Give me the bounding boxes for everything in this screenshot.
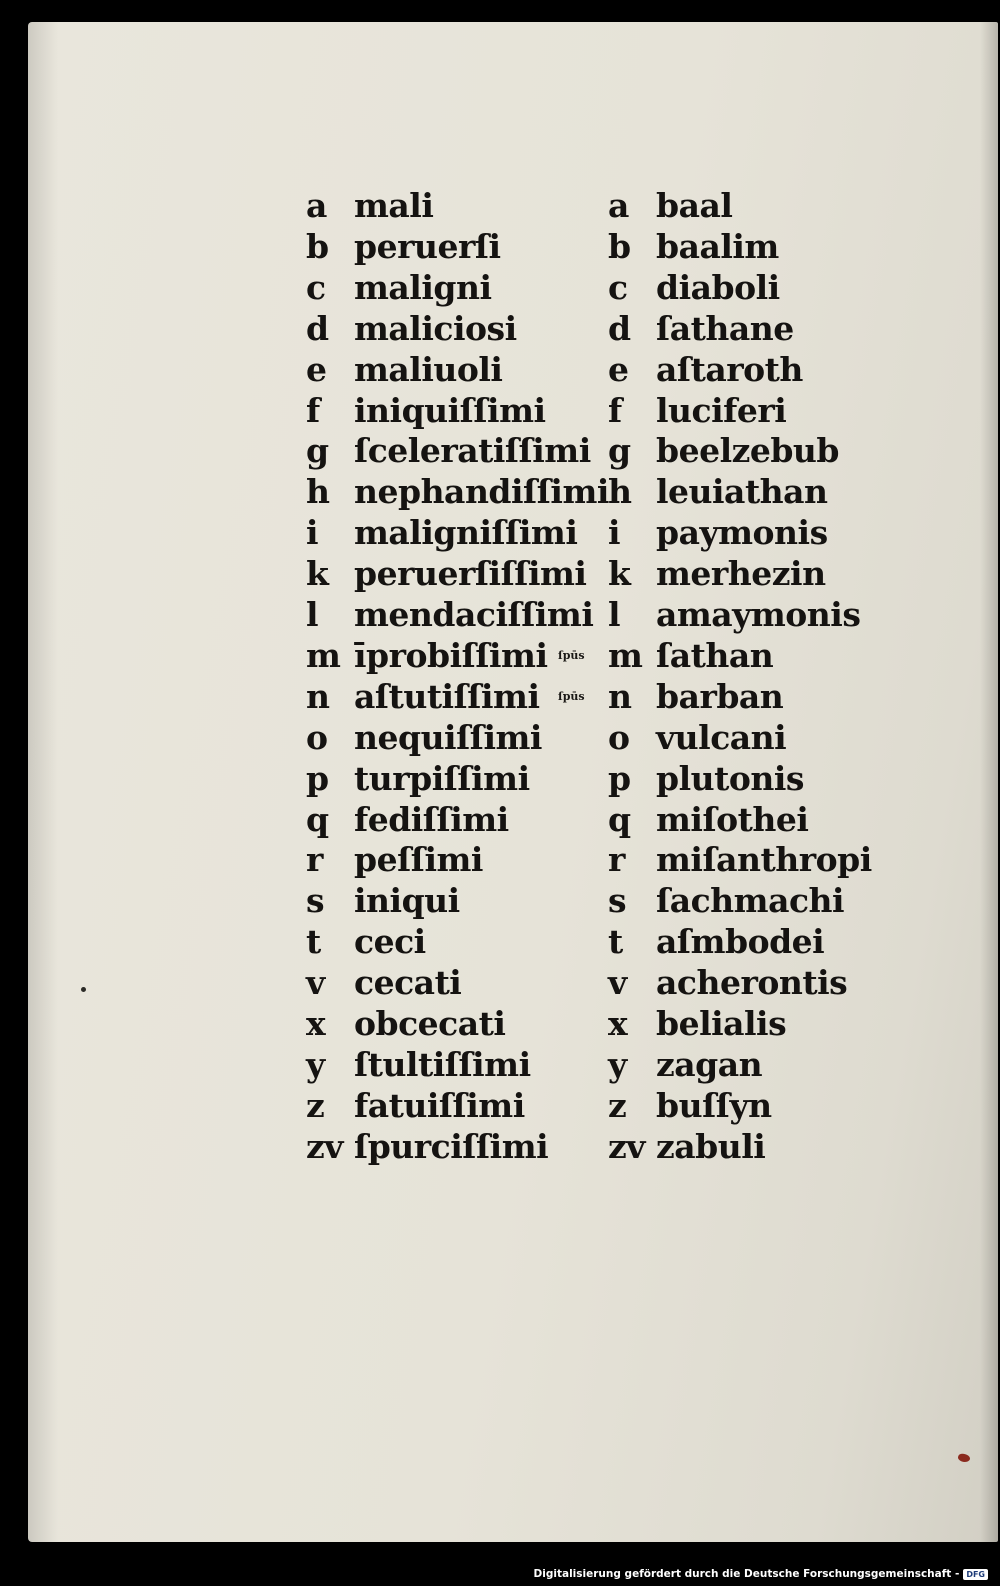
right-word: baalim xyxy=(656,226,779,266)
table-row xyxy=(28,553,998,594)
table-row xyxy=(28,962,998,1003)
table-row xyxy=(28,839,998,880)
left-word: cecati xyxy=(354,963,462,1003)
left-word: peſſimi xyxy=(354,840,483,880)
left-word: maliuoli xyxy=(354,349,503,389)
left-word: nephandiſſimi xyxy=(354,472,609,512)
right-word: plutonis xyxy=(656,758,804,798)
table-row xyxy=(28,921,998,962)
table-row xyxy=(28,635,998,676)
left-letter: d xyxy=(306,308,329,348)
right-letter: r xyxy=(608,840,625,880)
right-word: ſachmachi xyxy=(656,881,845,921)
right-letter: p xyxy=(608,758,631,798)
left-word: maligniſſimi xyxy=(354,513,578,553)
right-letter: o xyxy=(608,717,630,757)
right-word: amaymonis xyxy=(656,595,861,634)
table-row xyxy=(28,226,998,267)
right-word: buſſyn xyxy=(656,1085,772,1125)
table-row xyxy=(28,512,998,553)
left-letter: c xyxy=(306,267,326,307)
right-letter: c xyxy=(608,267,628,307)
spus-abbreviation: ſpūs xyxy=(558,648,585,662)
right-word: miſothei xyxy=(656,799,809,839)
left-letter: p xyxy=(306,758,329,798)
digitization-credit xyxy=(534,1566,988,1582)
left-word: peruerſi xyxy=(354,226,501,266)
right-letter: e xyxy=(608,349,629,389)
right-word: luciferi xyxy=(656,390,787,430)
left-word: iniqui xyxy=(354,881,460,921)
right-letter: h xyxy=(608,472,632,512)
left-word: ſpurciſſimi xyxy=(354,1126,549,1166)
table-row xyxy=(28,267,998,308)
left-word: maligni xyxy=(354,267,492,307)
left-letter: k xyxy=(306,554,329,594)
left-letter: g xyxy=(306,431,329,471)
right-letter: b xyxy=(608,226,631,266)
left-word: ceci xyxy=(354,922,426,962)
left-letter: i xyxy=(306,513,319,553)
book-page xyxy=(28,22,998,1542)
spus-abbreviation: ſpūs xyxy=(558,689,585,703)
left-letter: f xyxy=(306,390,320,430)
left-letter: x xyxy=(306,1004,326,1043)
table-row xyxy=(28,676,998,717)
right-letter: n xyxy=(608,676,632,716)
left-letter: m xyxy=(306,635,341,675)
table-row xyxy=(28,799,998,840)
right-letter: m xyxy=(608,635,643,675)
left-letter: zv xyxy=(306,1126,343,1166)
left-word: peruerſiſſimi xyxy=(354,554,587,594)
credit-text: Digitalisierung gefördert durch die Deutsche Forschungsgemeinschaft - xyxy=(533,1568,960,1580)
table-row xyxy=(28,594,998,635)
right-word: diaboli xyxy=(656,267,780,307)
table-row xyxy=(28,1044,998,1085)
right-word: vulcani xyxy=(656,717,787,757)
right-word: baal xyxy=(656,186,733,225)
right-word: merhezin xyxy=(656,554,826,594)
left-letter: e xyxy=(306,349,327,389)
right-letter: x xyxy=(608,1004,628,1043)
right-letter: i xyxy=(608,513,621,553)
table-row xyxy=(28,471,998,512)
right-letter: y xyxy=(608,1044,627,1084)
left-letter: b xyxy=(306,226,329,266)
left-word: ſceleratiſſimi xyxy=(354,431,591,471)
left-letter: l xyxy=(306,595,319,634)
right-letter: v xyxy=(608,963,627,1003)
right-word: ſathane xyxy=(656,308,794,348)
right-letter: k xyxy=(608,554,631,594)
table-row xyxy=(28,758,998,799)
left-word: fediſſimi xyxy=(354,799,509,839)
left-letter: r xyxy=(306,840,323,880)
table-row xyxy=(28,1003,998,1044)
table-row xyxy=(28,430,998,471)
table-row xyxy=(28,1126,998,1167)
right-letter: l xyxy=(608,595,621,634)
left-word: iniquiſſimi xyxy=(354,390,546,430)
left-word: īprobiſſimi xyxy=(354,635,548,675)
left-letter: z xyxy=(306,1085,325,1125)
left-word: mendaciſſimi xyxy=(354,595,594,634)
left-letter: n xyxy=(306,676,330,716)
right-word: aſmbodei xyxy=(656,922,825,962)
left-word: obcecati xyxy=(354,1004,506,1043)
right-word: aſtaroth xyxy=(656,349,803,389)
right-letter: s xyxy=(608,881,627,921)
left-letter: t xyxy=(306,922,321,962)
right-letter: a xyxy=(608,186,629,225)
left-letter: s xyxy=(306,881,325,921)
right-word: ſathan xyxy=(656,635,774,675)
left-letter: y xyxy=(306,1044,325,1084)
left-word: nequiſſimi xyxy=(354,717,542,757)
dfg-logo: DFG xyxy=(963,1569,988,1580)
right-letter: z xyxy=(608,1085,627,1125)
right-letter: zv xyxy=(608,1126,645,1166)
table-row xyxy=(28,185,998,226)
table-row xyxy=(28,1085,998,1126)
left-word: mali xyxy=(354,186,434,225)
right-word: paymonis xyxy=(656,513,828,553)
right-word: belialis xyxy=(656,1004,787,1043)
left-word: ſtultiſſimi xyxy=(354,1044,531,1084)
right-word: leuiathan xyxy=(656,472,828,512)
right-word: zagan xyxy=(656,1044,763,1084)
right-word: beelzebub xyxy=(656,431,839,471)
table-row xyxy=(28,349,998,390)
left-letter: v xyxy=(306,963,325,1003)
right-letter: t xyxy=(608,922,623,962)
right-word: zabuli xyxy=(656,1126,766,1166)
left-word: aſtutiſſimi xyxy=(354,676,540,716)
table-row xyxy=(28,390,998,431)
right-letter: g xyxy=(608,431,631,471)
left-word: maliciosi xyxy=(354,308,517,348)
letter-word-table xyxy=(28,22,998,1542)
left-letter: q xyxy=(306,799,329,839)
left-word: fatuiſſimi xyxy=(354,1085,525,1125)
left-letter: o xyxy=(306,717,328,757)
left-word: turpiſſimi xyxy=(354,758,530,798)
right-word: miſanthropi xyxy=(656,840,872,880)
right-word: acherontis xyxy=(656,963,848,1003)
right-letter: d xyxy=(608,308,631,348)
table-row xyxy=(28,308,998,349)
left-letter: a xyxy=(306,186,327,225)
table-row xyxy=(28,880,998,921)
right-letter: f xyxy=(608,390,622,430)
right-letter: q xyxy=(608,799,631,839)
right-word: barban xyxy=(656,676,784,716)
left-letter: h xyxy=(306,472,330,512)
table-row xyxy=(28,717,998,758)
